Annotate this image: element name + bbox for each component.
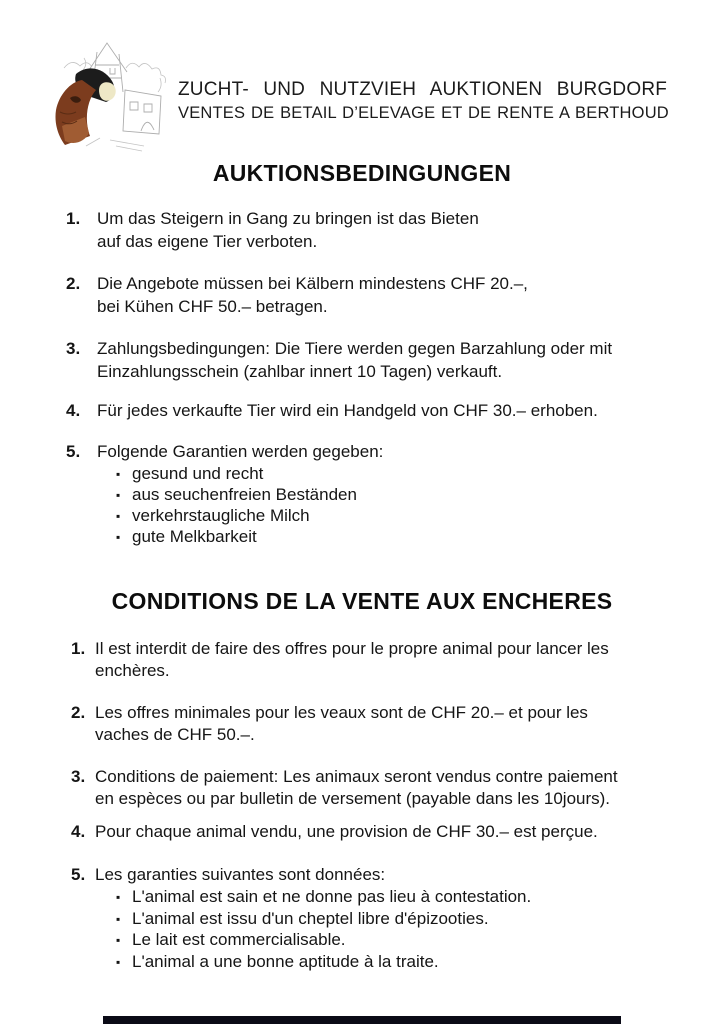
list-item — [0, 484, 724, 505]
list-item — [0, 638, 724, 682]
bottom-scan-bar — [103, 1016, 621, 1024]
item-number: 4. — [66, 401, 81, 420]
item-number: 4. — [71, 822, 86, 841]
burgdorf-castle-cows-logo-icon — [40, 38, 172, 156]
item-line: Les garanties suivantes sont données: — [95, 865, 386, 884]
list-item — [0, 337, 724, 383]
item-text — [95, 864, 724, 886]
bullet-icon: ▪ — [116, 467, 121, 481]
item-line: Il est interdit de faire des offres pour le propre animal pour lancer les — [95, 639, 609, 658]
bullet-icon: ▪ — [116, 509, 121, 523]
header-line-2: VENTES DE BETAIL D’ELEVAGE ET DE RENTE A BERTHOUD — [178, 104, 669, 122]
bullet-text: Le lait est commercialisable. — [132, 930, 346, 949]
item-number: 1. — [71, 639, 86, 658]
item-text — [97, 440, 724, 463]
item-line: bei Kühen CHF 50.– betragen. — [97, 297, 328, 316]
bullet-text: L'animal est issu d'un cheptel libre d'épizooties. — [132, 908, 489, 928]
list-item — [0, 526, 724, 547]
item-line: Les offres minimales pour les veaux sont de CHF 20.– et pour les — [95, 703, 588, 722]
item-line: enchères. — [95, 661, 170, 680]
bullet-text: aus seuchenfreien Beständen — [132, 485, 357, 504]
item-number: 2. — [71, 703, 86, 722]
list-item — [0, 908, 724, 930]
item-text — [95, 702, 724, 746]
header-line-1: ZUCHT- UND NUTZVIEH AUKTIONEN BURGDORF — [178, 79, 668, 100]
section-title-french: CONDITIONS DE LA VENTE AUX ENCHERES — [111, 588, 613, 614]
german-list — [0, 207, 724, 547]
list-item — [0, 207, 724, 253]
item-line: vaches de CHF 50.–. — [95, 725, 255, 744]
list-item — [0, 440, 724, 463]
item-line: Conditions de paiement: Les animaux seront vendus contre paiement — [95, 767, 618, 786]
bullet-text: L'animal est sain et ne donne pas lieu à contestation. — [132, 887, 532, 906]
item-text — [97, 399, 724, 422]
list-item — [0, 702, 724, 746]
bullet-icon: ▪ — [116, 933, 121, 947]
list-item — [0, 399, 724, 422]
item-line: Einzahlungsschein (zahlbar innert 10 Tagen) verkauft. — [97, 362, 503, 381]
list-item — [0, 886, 724, 908]
list-item — [0, 929, 724, 951]
bullet-text: verkehrstaugliche Milch — [132, 506, 310, 525]
item-text — [97, 207, 724, 253]
list-item — [0, 272, 724, 318]
item-line: Pour chaque animal vendu, une provision de CHF 30.– est perçue. — [95, 822, 598, 841]
item-number: 5. — [66, 442, 81, 461]
bullet-icon: ▪ — [116, 911, 121, 926]
bullet-icon: ▪ — [116, 530, 121, 544]
bullet-text: gute Melkbarkeit — [132, 527, 257, 546]
bullet-icon: ▪ — [116, 954, 121, 969]
bullet-text: L'animal a une bonne aptitude à la traite. — [132, 951, 439, 971]
item-text — [95, 638, 724, 682]
item-line: Die Angebote müssen bei Kälbern mindestens CHF 20.–, — [97, 274, 528, 293]
header — [178, 78, 698, 124]
list-item — [0, 766, 724, 810]
german-guarantee-list — [0, 463, 724, 547]
item-text — [97, 272, 724, 318]
item-line: auf das eigene Tier verboten. — [97, 232, 318, 251]
item-line: Für jedes verkaufte Tier wird ein Handgeld von CHF 30.– erhoben. — [97, 401, 598, 420]
item-number: 3. — [71, 767, 86, 786]
item-text — [95, 766, 724, 810]
list-item — [0, 821, 724, 843]
item-number: 3. — [66, 339, 81, 358]
list-item — [0, 505, 724, 526]
list-item — [0, 864, 724, 886]
bullet-icon: ▪ — [116, 890, 121, 904]
list-item — [0, 463, 724, 484]
list-item — [0, 951, 724, 973]
bullet-icon: ▪ — [116, 488, 121, 502]
item-line: Folgende Garantien werden gegeben: — [97, 442, 384, 461]
item-number: 5. — [71, 865, 86, 884]
item-line: en espèces ou par bulletin de versement (payable dans les 10jours). — [95, 789, 611, 808]
item-number: 2. — [66, 274, 81, 293]
item-text — [97, 337, 724, 383]
bullet-text: gesund und recht — [132, 464, 264, 483]
item-text — [95, 821, 724, 843]
document-body — [0, 160, 724, 972]
item-number: 1. — [66, 209, 81, 228]
french-guarantee-list — [0, 886, 724, 972]
item-line: Um das Steigern in Gang zu bringen ist das Bieten — [97, 209, 479, 228]
french-list — [0, 638, 724, 972]
item-line: Zahlungsbedingungen: Die Tiere werden gegen Barzahlung oder mit — [97, 339, 613, 358]
section-title-german: AUKTIONSBEDINGUNGEN — [212, 160, 512, 186]
